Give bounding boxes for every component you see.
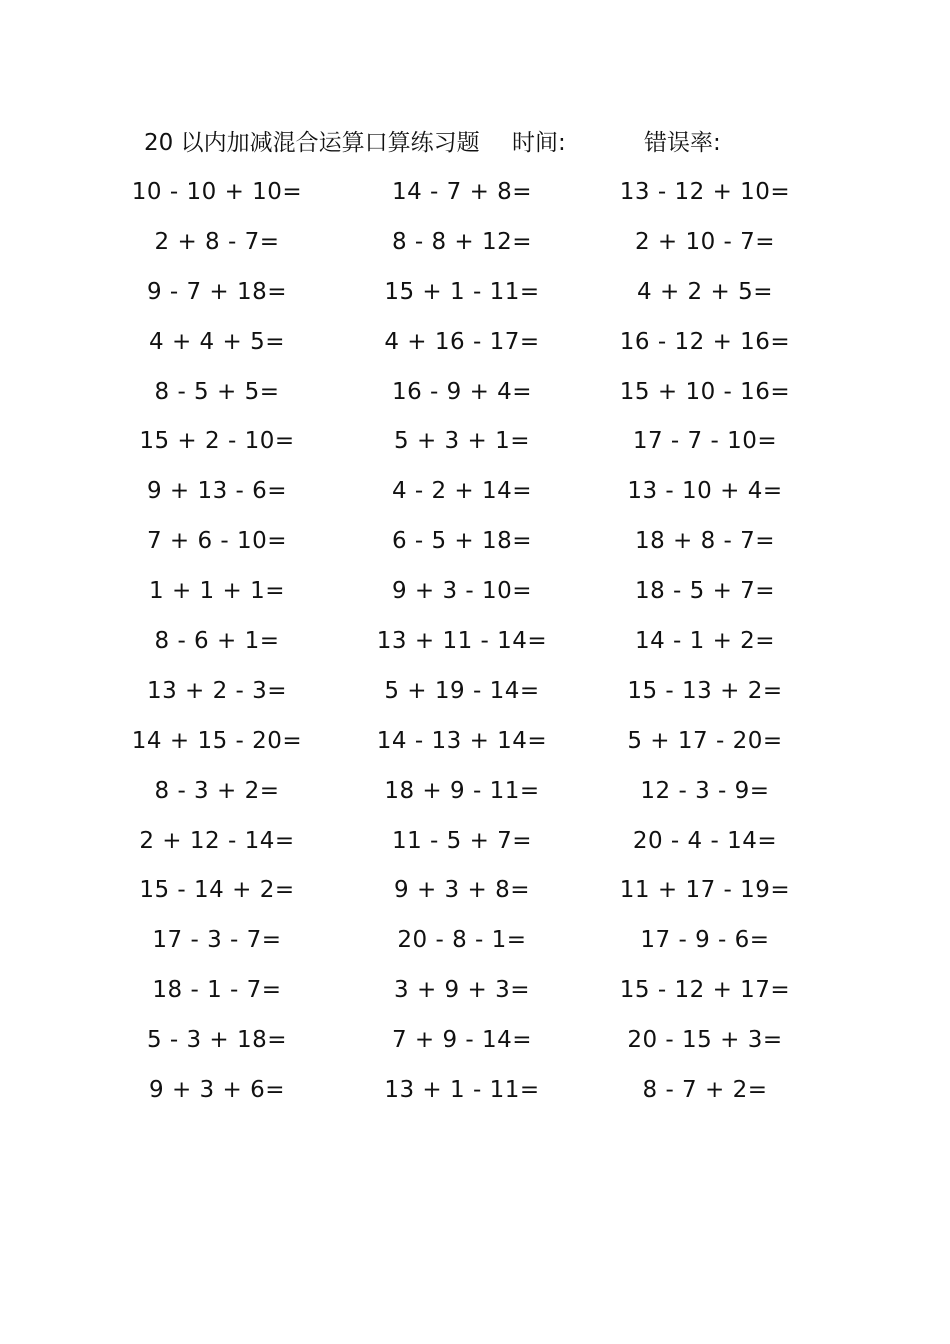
problem-cell: 10 - 10 + 10= [131, 179, 303, 205]
problem-cell: 9 + 3 - 10= [391, 578, 533, 605]
problem-cell: 16 - 12 + 16= [619, 328, 791, 355]
problem-row [0, 372, 950, 422]
problem-cell: 15 - 14 + 2= [139, 877, 295, 904]
problem-cell: 15 + 1 - 11= [384, 278, 540, 305]
problem-cell: 13 + 11 - 14= [376, 628, 548, 655]
problem-cell: 16 - 9 + 4= [391, 378, 533, 405]
problem-cell: 18 - 1 - 7= [152, 977, 282, 1004]
problem-cell: 4 + 16 - 17= [384, 328, 540, 355]
problem-cell: 6 - 5 + 18= [391, 528, 533, 555]
problem-cell: 8 - 7 + 2= [642, 1077, 768, 1104]
problem-cell: 5 + 19 - 14= [384, 677, 540, 704]
problem-row [0, 671, 950, 721]
problem-cell: 17 - 9 - 6= [640, 927, 770, 954]
problem-row [0, 771, 950, 821]
worksheet-title: 20 以内加减混合运算口算练习题 [144, 130, 480, 156]
problem-cell: 2 + 8 - 7= [154, 228, 280, 255]
problem-cell: 14 + 15 - 20= [131, 727, 303, 754]
problem-cell: 13 + 1 - 11= [384, 1077, 540, 1104]
problem-cell: 13 - 12 + 10= [619, 179, 791, 205]
problem-cell: 5 + 3 + 1= [394, 428, 530, 455]
problem-cell: 4 + 4 + 5= [149, 328, 285, 355]
problem-cell: 14 - 13 + 14= [376, 727, 548, 754]
problem-cell: 8 - 6 + 1= [154, 628, 280, 655]
problem-cell: 9 + 3 + 8= [394, 877, 530, 904]
problem-row [0, 870, 950, 920]
problem-cell: 11 - 5 + 7= [391, 827, 533, 854]
problem-cell: 20 - 8 - 1= [397, 927, 527, 954]
time-label: 时间: [512, 130, 566, 156]
problem-cell: 2 + 12 - 14= [139, 827, 295, 854]
problem-row [0, 970, 950, 1020]
problem-cell: 3 + 9 + 3= [394, 977, 530, 1004]
problem-cell: 7 + 9 - 14= [391, 1027, 533, 1054]
problem-cell: 1 + 1 + 1= [149, 578, 285, 605]
problem-cell: 5 + 17 - 20= [627, 727, 783, 754]
problem-row [0, 272, 950, 322]
problem-cell: 15 + 2 - 10= [139, 428, 295, 455]
problem-row [0, 521, 950, 571]
problem-cell: 20 - 15 + 3= [627, 1027, 783, 1054]
problem-cell: 5 - 3 + 18= [146, 1027, 288, 1054]
problem-cell: 20 - 4 - 14= [632, 827, 778, 854]
problem-row [0, 1020, 950, 1070]
problem-cell: 14 - 1 + 2= [634, 628, 776, 655]
problem-cell: 15 - 13 + 2= [627, 677, 783, 704]
problem-cell: 14 - 7 + 8= [391, 179, 533, 205]
problem-cell: 11 + 17 - 19= [619, 877, 791, 904]
problem-cell: 9 + 13 - 6= [146, 478, 288, 505]
problem-row [0, 222, 950, 272]
problem-cell: 18 + 8 - 7= [634, 528, 776, 555]
problem-cell: 15 + 10 - 16= [619, 378, 791, 405]
problem-cell: 8 - 3 + 2= [154, 777, 280, 804]
problem-cell: 12 - 3 - 9= [640, 777, 770, 804]
problem-cell: 4 + 2 + 5= [637, 278, 773, 305]
problem-cell: 17 - 7 - 10= [632, 428, 778, 455]
problem-row [0, 172, 950, 222]
problem-cell: 18 - 5 + 7= [634, 578, 776, 605]
problem-row [0, 471, 950, 521]
problem-row [0, 621, 950, 671]
error-rate-label: 错误率: [644, 130, 721, 156]
problem-cell: 9 + 3 + 6= [149, 1077, 285, 1104]
problem-row [0, 571, 950, 621]
problem-row [0, 821, 950, 871]
problem-cell: 7 + 6 - 10= [146, 528, 288, 555]
problem-cell: 17 - 3 - 7= [152, 927, 282, 954]
problem-row [0, 322, 950, 372]
problem-row [0, 421, 950, 471]
problem-cell: 2 + 10 - 7= [634, 228, 776, 255]
problem-grid [0, 172, 950, 1120]
problem-cell: 15 - 12 + 17= [619, 977, 791, 1004]
problem-cell: 18 + 9 - 11= [384, 777, 540, 804]
problem-cell: 13 + 2 - 3= [146, 677, 288, 704]
problem-cell: 4 - 2 + 14= [391, 478, 533, 505]
problem-row [0, 721, 950, 771]
problem-cell: 9 - 7 + 18= [146, 278, 288, 305]
problem-cell: 13 - 10 + 4= [627, 478, 783, 505]
problem-cell: 8 - 5 + 5= [154, 378, 280, 405]
problem-row [0, 1070, 950, 1120]
problem-cell: 8 - 8 + 12= [391, 228, 533, 255]
problem-row [0, 920, 950, 970]
